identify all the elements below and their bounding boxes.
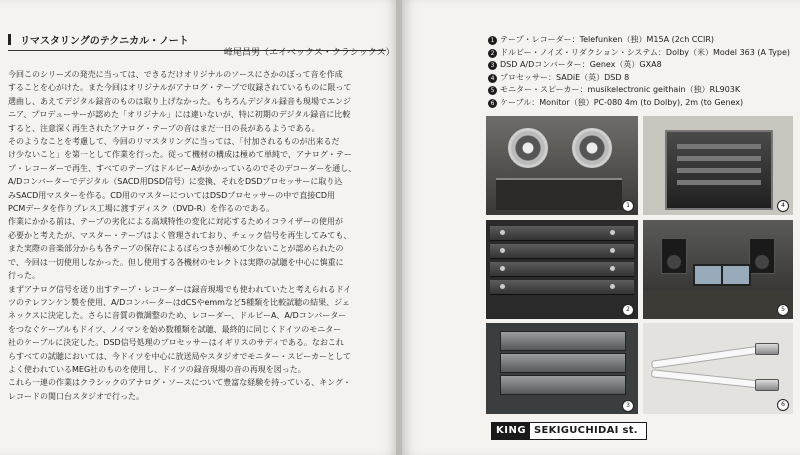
item-number: 2 [488,49,497,58]
equipment-item [488,47,798,60]
body-line: 選曲し、あえてデジタル録音のものは取り上げなかった。もちろんデジタル録音も現場でエンジ [8,96,351,106]
photo-noise-reduction-rack [486,220,638,319]
item-number: 6 [488,99,497,108]
photo-number-badge: 3 [622,400,634,412]
body-line: PCMデータを作りプレス工場に渡すディスク（DVD-R）を作るのである。 [8,204,275,214]
body-line: ネックスに決定した。さらに音質の微調整のため、レコーダー、ドルビーA、A/Dコンバーター [8,311,347,321]
equipment-text: DSD A/Dコンバーター：Genex（英）GXA8 [500,60,662,70]
converter-unit [500,331,626,351]
processor-chassis [665,130,773,210]
photo-monitor-studio [643,220,793,319]
photo-number-badge: 1 [622,200,634,212]
body-line: で、今回は一切使用しなかった。但し使用する各機材のセレクトは実際の試聴を中心に慎重に [8,257,344,267]
converter-unit [500,353,626,373]
rack-unit [490,280,634,295]
logo-studio-name: SEKIGUCHIDAI st. [534,425,638,436]
item-number: 3 [488,61,497,70]
left-page [0,0,398,455]
equipment-list [488,34,798,110]
article-body [8,68,384,403]
body-line: 作業にかかる前は、テープの劣化による高域特性の変化に対応するためイコライザーの使用が [8,217,344,227]
equipment-item [488,84,798,97]
page-title: リマスタリングのテクニカル・ノート [20,36,189,47]
photo-cables [643,323,793,414]
monitor-screen [693,264,723,286]
tape-reel-icon [508,128,548,168]
body-line: これら一連の作業はクラシックのアナログ・ソースについて豊富な経験を持っている、キング・ [8,378,352,388]
body-line: することを心がけた。また今回はオリジナルがアナログ・テープで収録されているものに限って [8,83,352,93]
xlr-plug-icon [755,379,779,391]
body-line: 必要かと考えたが、マスター・テープはよく管理されており、チェック信号を再生してみても、 [8,230,352,240]
xlr-plug-icon [755,343,779,355]
cable-line [651,369,763,389]
photo-number-badge: 6 [777,399,789,411]
speaker-icon [749,238,775,274]
photo-number-badge: 4 [777,200,789,212]
photo-dsd-processor [643,116,793,215]
title-marker [8,34,11,45]
rack-unit [490,262,634,277]
body-line: 社のケーブルに決定した。DSD信号処理のプロセッサーはイギリスのサディである。なおこれ [8,338,344,348]
author-credit: 峰尾昌男（エイベックス・クラシックス） [224,48,395,58]
body-line: プ・レコーダーで再生、すべてのテープはドルビーAがかかっているのでそのデコーダーを通し、 [8,163,357,173]
mixing-desk [643,290,793,319]
right-page [402,0,800,455]
photo-number-badge: 5 [777,304,789,316]
equipment-text: ドルビー・ノイズ・リダクション・システム：Dolby（米）Model 363 (A Type) [500,47,791,57]
equipment-text: ケーブル：Monitor（独）PC-080 4m (to Dolby), 2m (to Genex) [500,97,744,107]
body-line: 今回このシリーズの発売に当っては、できるだけオリジナルのソースにさかのぼって音を作成 [8,70,343,79]
item-number: 4 [488,74,497,83]
photo-ad-converter [486,323,638,414]
body-line: すると、注意深く再生されたアナログ・テープの音はまだ一日の長があるようである。 [8,123,320,133]
tape-deck-panel [496,178,622,210]
body-line: よく使われているMEG社のものを使用し、ドイツの録音現場の音の再現を図った。 [8,364,306,374]
monitor-screen [721,264,751,286]
photo-tape-recorder [486,116,638,215]
equipment-text: テープ・レコーダー：Telefunken（独）M15A (2ch CCIR) [500,35,715,44]
body-line: ツのテレフンケン製を使用、A/DコンバーターはdCSやemmなど5種類を比較試聴の結果、ジェ [8,297,350,307]
logo-king: KING [492,423,530,439]
body-line: け少ないこと」を第一として作業を行った。従って機材の構成は極めて単純で、アナログ・テー [8,150,352,160]
body-line: A/Dコンバーターでデジタル（SACD用DSD信号）に変換、それをDSDプロセッサーに取り込 [8,177,343,187]
equipment-text: プロセッサー：SADiE（英）DSD 8 [500,72,630,82]
body-line: また実際の音楽部分からも各テープの保存によるばらつきが極めて少ないことが認められたの [8,244,344,254]
equipment-item [488,34,798,47]
body-line: みSACD用マスターを作る。CD用のマスターについてはDSDプロセッサーの中で直接CD用 [8,190,336,200]
body-line: をつなぐケーブルもドイツ、ノイマンを始め数種類を試聴、最終的に同じくドイツのモニター [8,324,342,334]
body-line: まずアナログ信号を送り出すテープ・レコーダーは録音現場でも使われていたと考えられるドイ [8,284,352,294]
body-line: 行った。 [8,271,40,281]
rack-unit [490,226,634,241]
item-number: 1 [488,36,497,45]
equipment-item [488,72,798,85]
speaker-icon [661,238,687,274]
tape-reel-icon [572,128,612,168]
cable-line [651,345,763,369]
converter-unit [500,375,626,395]
equipment-item [488,97,798,110]
rack-unit [490,244,634,259]
studio-logo [491,422,647,440]
body-line: らすべての試聴においては、今ドイツを中心に放送局やスタジオでモニター・スピーカーとして [8,351,351,361]
body-line: そのようなことを考慮して、今回のリマスタリングに当っては、「付加されるものが出来るだ [8,137,340,147]
photo-number-badge: 2 [622,304,634,316]
equipment-text: モニター・スピーカー：musikelectronic geithain（独）RL903K [500,85,741,95]
equipment-item [488,59,798,72]
body-line: レコードの関口台スタジオで行った。 [8,391,144,401]
item-number: 5 [488,86,497,95]
body-line: ニア、プロデューサーが認めた「オリジナル」には違いないが、特に初期のデジタル録音に比較 [8,110,351,120]
